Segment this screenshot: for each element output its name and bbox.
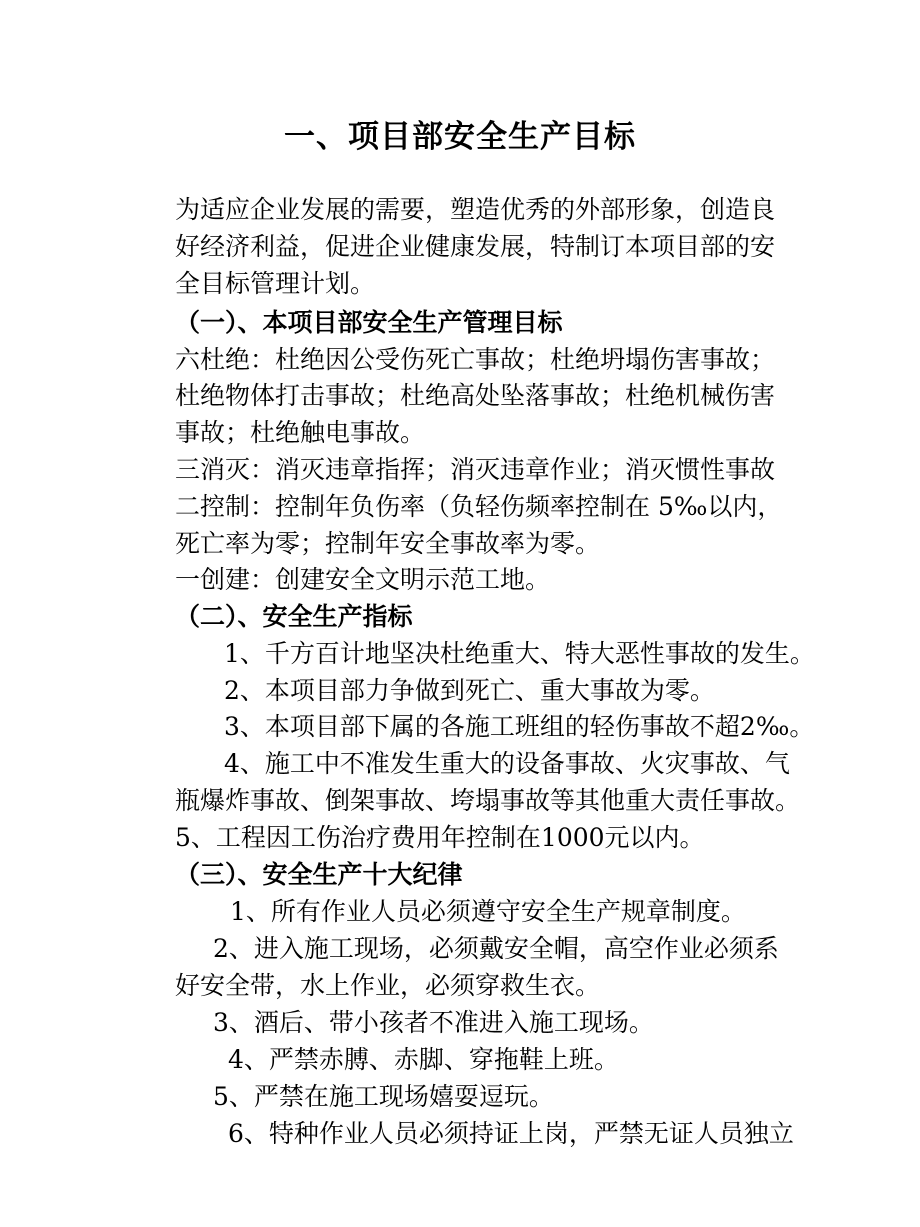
section1-line-1: 六杜绝：杜绝因公受伤死亡事故；杜绝坍塌伤害事故； xyxy=(175,345,776,374)
section1-line-4: 三消灭：消灭违章指挥；消灭违章作业；消灭惯性事故 xyxy=(175,455,776,484)
section3-line-3: 好安全带，水上作业，必须穿救生衣。 xyxy=(175,971,601,1000)
intro-line-2: 好经济利益，促进企业健康发展，特制订本项目部的安 xyxy=(175,232,776,261)
section3-line-7: 6、特种作业人员必须持证上岗，严禁无证人员独立 xyxy=(228,1119,794,1148)
section3-line-4: 3、酒后、带小孩者不准进入施工现场。 xyxy=(213,1008,654,1037)
section2-line-1: 1、千方百计地坚决杜绝重大、特大恶性事故的发生。 xyxy=(224,639,815,668)
intro-line-1: 为适应企业发展的需要，塑造优秀的外部形象，创造良 xyxy=(175,195,776,224)
section3-line-5: 4、严禁赤膊、赤脚、穿拖鞋上班。 xyxy=(228,1045,619,1074)
section2-line-4: 4、施工中不准发生重大的设备事故、火灾事故、气 xyxy=(224,749,790,778)
section1-line-2: 杜绝物体打击事故；杜绝高处坠落事故；杜绝机械伤害 xyxy=(175,381,776,410)
section-heading-3: （三）、安全生产十大纪律 xyxy=(175,860,463,889)
section3-line-2: 2、进入施工现场，必须戴安全帽，高空作业必须系 xyxy=(213,934,779,963)
section2-line-6: 5、工程因工伤治疗费用年控制在1000元以内。 xyxy=(175,823,705,852)
section2-line-5: 瓶爆炸事故、倒架事故、垮塌事故等其他重大责任事故。 xyxy=(175,786,801,815)
section2-line-3: 3、本项目部下属的各施工班组的轻伤事故不超2‰。 xyxy=(224,712,815,741)
section2-line-2: 2、本项目部力争做到死亡、重大事故为零。 xyxy=(224,676,715,705)
page-title: 一、项目部安全生产目标 xyxy=(284,119,636,155)
section1-line-7: 一创建：创建安全文明示范工地。 xyxy=(175,565,551,594)
section-heading-1: （一）、本项目部安全生产管理目标 xyxy=(175,308,563,337)
section3-line-6: 5、严禁在施工现场嬉耍逗玩。 xyxy=(213,1082,554,1111)
section1-line-3: 事故；杜绝触电事故。 xyxy=(175,418,426,447)
section1-line-6: 死亡率为零；控制年安全事故率为零。 xyxy=(175,529,601,558)
section1-line-5: 二控制：控制年负伤率（负轻伤频率控制在 5‰以内， xyxy=(175,492,783,521)
section3-line-1: 1、所有作业人员必须遵守安全生产规章制度。 xyxy=(230,897,746,926)
section-heading-2: （二）、安全生产指标 xyxy=(175,602,413,631)
intro-line-3: 全目标管理计划。 xyxy=(175,269,376,298)
